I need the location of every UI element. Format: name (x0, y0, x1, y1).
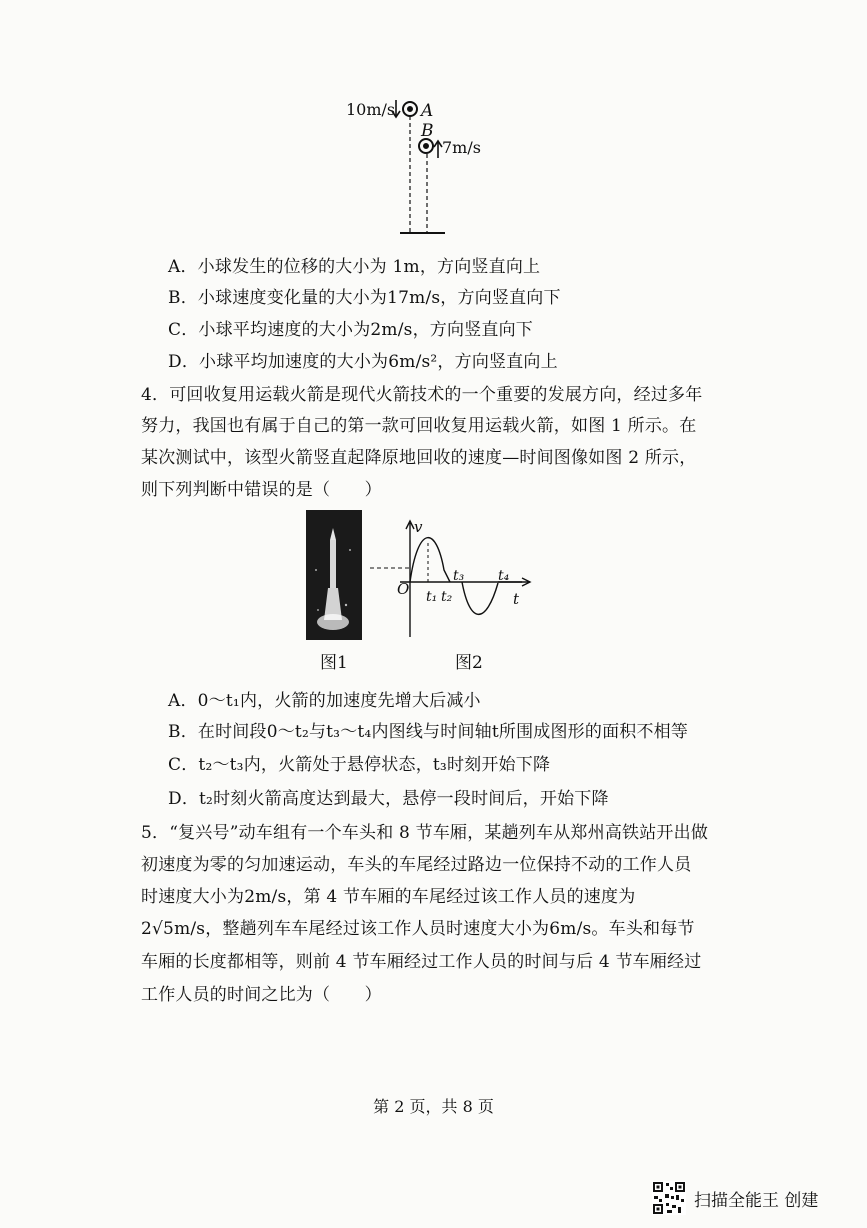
q3-option-c: C．小球平均速度的大小为2m/s，方向竖直向下 (168, 320, 533, 340)
figure-2-caption: 图2 (455, 653, 483, 673)
q5-line-3: 时速度大小为2m/s，第 4 节车厢的车尾经过该工作人员的速度为 (141, 887, 636, 907)
speed-a-label: 10m/s (346, 100, 396, 119)
q4-line-3: 某次测试中，该型火箭竖直起降原地回收的速度—时间图像如图 2 所示， (141, 448, 697, 468)
q5-line-1: 5．“复兴号”动车组有一个车头和 8 节车厢，某趟列车从郑州高铁站开出做 (141, 823, 709, 843)
q4-option-d: D．t₂时刻火箭高度达到最大，悬停一段时间后，开始下降 (168, 789, 609, 809)
graph-label-t: t (513, 590, 520, 608)
q4-option-c: C．t₂～t₃内，火箭处于悬停状态，t₃时刻开始下降 (168, 755, 551, 775)
q4-line-1: 4．可回收复用运载火箭是现代火箭技术的一个重要的发展方向，经过多年 (141, 385, 703, 405)
q4-line-2: 努力，我国也有属于自己的第一款可回收复用运载火箭，如图 1 所示。在 (141, 416, 697, 436)
q5-line-6: 工作人员的时间之比为（ ） (141, 985, 382, 1005)
q3-option-b: B．小球速度变化量的大小为17m/s，方向竖直向下 (168, 288, 561, 308)
ball-figure-drawing (392, 100, 445, 233)
q3-option-a: A．小球发生的位移的大小为 1m，方向竖直向上 (168, 257, 541, 277)
graph-label-t4: t₄ (498, 568, 510, 584)
qr-code-icon (652, 1181, 686, 1215)
speed-b-label: 7m/s (442, 138, 481, 157)
page-footer: 第 2 页，共 8 页 (373, 1097, 494, 1116)
graph-label-t3: t₃ (453, 568, 465, 584)
q4-option-a: A．0～t₁内，火箭的加速度先增大后减小 (168, 691, 481, 711)
graph-label-o: O (397, 580, 410, 598)
scanner-watermark (652, 1180, 862, 1216)
rocket-photo (306, 510, 362, 640)
graph-label-v: v (414, 518, 423, 536)
q4-option-b: B．在时间段0～t₂与t₃～t₄内图线与时间轴t所围成图形的面积不相等 (168, 722, 689, 742)
q3-option-d: D．小球平均加速度的大小为6m/s²，方向竖直向上 (168, 352, 558, 372)
ball-b-label: B (421, 121, 434, 141)
graph-label-t2: t₂ (441, 589, 453, 605)
q5-line-5: 车厢的长度都相等，则前 4 节车厢经过工作人员的时间与后 4 节车厢经过 (141, 952, 702, 972)
figure-1-caption: 图1 (320, 653, 348, 673)
watermark-text: 扫描全能王 创建 (694, 1190, 819, 1211)
graph-label-t1: t₁ (426, 589, 438, 605)
ball-a-label: A (421, 101, 434, 121)
rocket-icon (306, 510, 362, 640)
q5-line-2: 初速度为零的匀加速运动，车头的车尾经过路边一位保持不动的工作人员 (141, 855, 692, 875)
q4-line-4: 则下列判断中错误的是（ ） (141, 480, 382, 500)
q5-line-4: 2√5m/s，整趟列车车尾经过该工作人员时速度大小为6m/s。车头和每节 (141, 919, 695, 939)
